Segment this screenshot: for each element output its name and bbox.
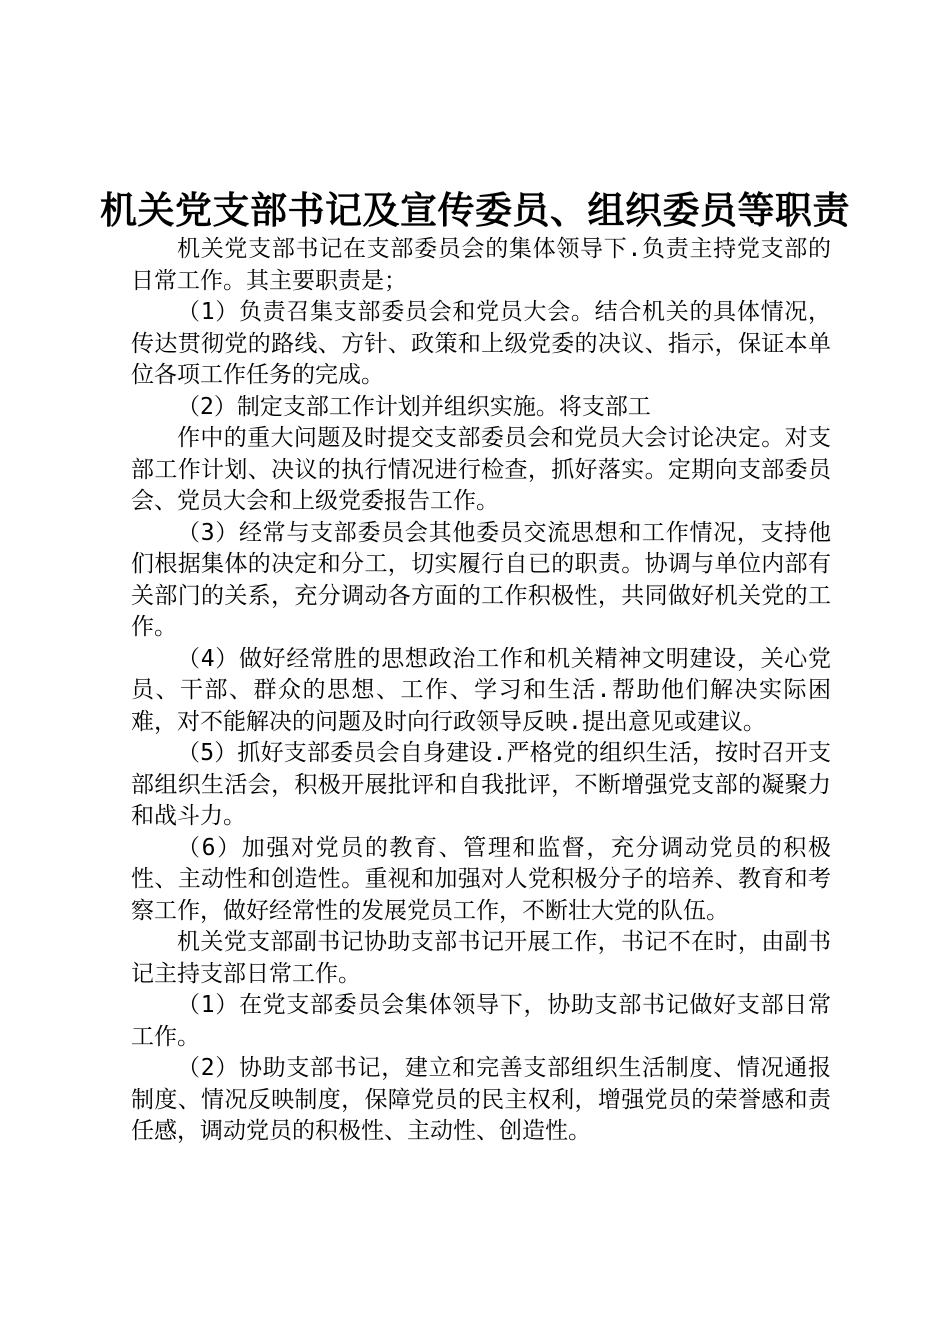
paragraph-duty-2-start: （2）制定支部工作计划并组织实施。将支部工 — [177, 393, 651, 420]
paragraph-duty-2-cont: 作中的重大问题及时提交支部委员会和党员大会讨论决定。对支部工作计划、决议的执行情况进行检查，抓好落实。定期向支部委员会、党员大会和上级党委报告工作。 — [131, 425, 831, 514]
paragraph-deputy-intro: 机关党支部副书记协助支部书记开展工作，书记不在时，由副书记主持支部日常工作。 — [131, 929, 831, 987]
paragraph-duty-5: （5）抓好支部委员会自身建设.严格党的组织生活，按时召开支部组织生活会，积极开展批评和自我批评，不断增强党支部的凝聚力和战斗力。 — [131, 740, 831, 829]
paragraph-deputy-duty-1: （1）在党支部委员会集体领导下，协助支部书记做好支部日常工作。 — [131, 992, 831, 1050]
paragraph-intro: 机关党支部书记在支部委员会的集体领导下.负责主持党支部的日常工作。其主要职责是； — [131, 236, 831, 294]
paragraph-duty-6: （6）加强对党员的教育、管理和监督，充分调动党员的积极性、主动性和创造性。重视和加强对人党积极分子的培养、教育和考察工作，做好经常性的发展党员工作，不断壮大党的队伍。 — [131, 834, 831, 924]
document-title: 机关党支部书记及宣传委员、组织委员等职责 — [100, 188, 850, 232]
paragraph-duty-3: （3）经常与支部委员会其他委员交流思想和工作情况，支持他们根据集体的决定和分工，切实履行自已的职责。协调与单位内部有关部门的关系，充分调动各方面的工作积极性，共同做好机关党的工作。 — [131, 519, 831, 640]
paragraph-duty-1: （1）负责召集支部委员会和党员大会。结合机关的具体情况，传达贯彻党的路线、方针、政策和上级党委的决议、指示，保证本单位各项工作任务的完成。 — [131, 299, 831, 388]
document-body — [131, 234, 831, 1148]
paragraph-deputy-duty-2: （2）协助支部书记，建立和完善支部组织生活制度、情况通报制度、情况反映制度，保障党员的民主权利，增强党员的荣誉感和责任感，调动党员的积极性、主动性、创造性。 — [131, 1055, 831, 1144]
paragraph-duty-4: （4）做好经常胜的思想政治工作和机关精神文明建设，关心党员、干部、群众的思想、工作、学习和生活.帮助他们解决实际困难，对不能解决的问题及时向行政领导反映.提出意见或建议。 — [131, 645, 831, 735]
